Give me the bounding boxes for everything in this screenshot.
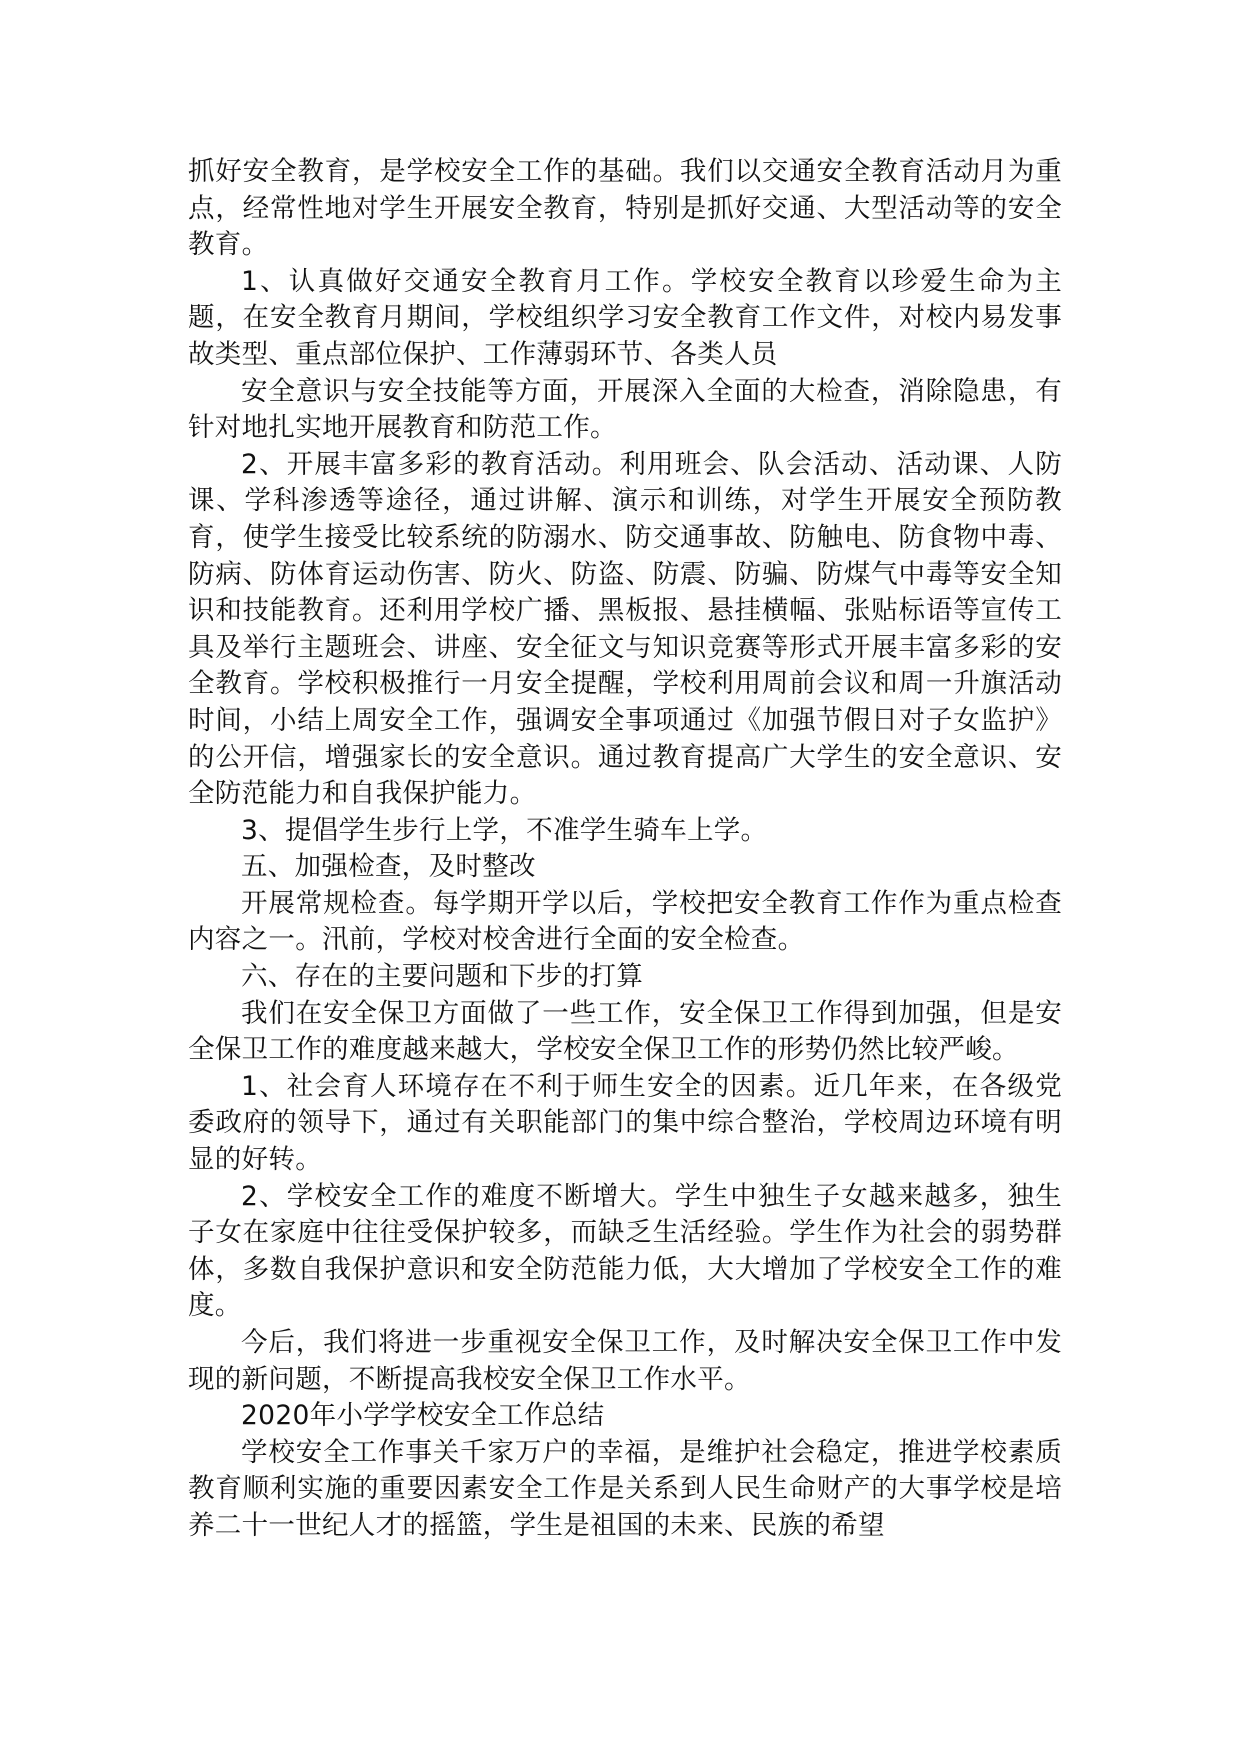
section-heading-inspection: 五、加强检查，及时整改 <box>241 851 536 883</box>
paragraph-intro: 抓好安全教育，是学校安全工作的基础。我们以交通安全教育活动月为重点，经常性地对学生开展安全教育，特别是抓好交通、大型活动等的安全教育。 <box>188 156 1062 261</box>
paragraph-routine-inspection: 开展常规检查。每学期开学以后，学校把安全教育工作作为重点检查内容之一。汛前，学校对校舍进行全面的安全检查。 <box>188 887 1062 956</box>
paragraph-security-work: 我们在安全保卫方面做了一些工作，安全保卫工作得到加强，但是安全保卫工作的难度越来越大，学校安全保卫工作的形势仍然比较严峻。 <box>188 997 1062 1066</box>
paragraph-summary-intro: 学校安全工作事关千家万户的幸福，是维护社会稳定，推进学校素质教育顺利实施的重要因素安全工作是关系到人民生命财产的大事学校是培养二十一世纪人才的摇篮，学生是祖国的未来、民族的希望 <box>188 1436 1062 1541</box>
paragraph-education-activities: 2、开展丰富多彩的教育活动。利用班会、队会活动、活动课、人防课、学科渗透等途径，通过讲解、演示和训练，对学生开展安全预防教育，使学生接受比较系统的防溺水、防交通事故、防触电、防食物中毒、防病、防体育运动伤害、防火、防盗、防震、防骗、防煤气中毒等安全知识和技能教育。还利用学校广播、黑板报、悬挂横幅、张贴标语等宣传工具及举行主题班会、讲座、安全征文与知识竞赛等形式开展丰富多彩的安全教育。学校积极推行一月安全提醒，学校利用周前会议和周一升旗活动时间，小结上周安全工作，强调安全事项通过《加强节假日对子女监护》的公开信，增强家长的安全意识。通过教育提高广大学生的安全意识、安全防范能力和自我保护能力。 <box>188 448 1062 810</box>
section-heading-problems: 六、存在的主要问题和下步的打算 <box>241 961 643 993</box>
paragraph-safety-awareness: 安全意识与安全技能等方面，开展深入全面的大检查，消除隐患，有针对地扎实地开展教育和防范工作。 <box>188 375 1062 444</box>
section-heading-summary: 2020年小学学校安全工作总结 <box>241 1400 605 1432</box>
paragraph-future-plans: 今后，我们将进一步重视安全保卫工作，及时解决安全保卫工作中发现的新问题，不断提高我校安全保卫工作水平。 <box>188 1327 1062 1395</box>
paragraph-traffic-month: 1、认真做好交通安全教育月工作。学校安全教育以珍爱生命为主题，在安全教育月期间，学校组织学习安全教育工作文件，对校内易发事故类型、重点部位保护、工作薄弱环节、各类人员 <box>188 265 1062 370</box>
paragraph-social-environment: 1、社会育人环境存在不利于师生安全的因素。近几年来，在各级党委政府的领导下，通过有关职能部门的集中综合整治，学校周边环境有明显的好转。 <box>188 1070 1062 1176</box>
paragraph-walking-to-school: 3、提倡学生步行上学，不准学生骑车上学。 <box>241 814 768 846</box>
paragraph-difficulty: 2、学校安全工作的难度不断增大。学生中独生子女越来越多，独生子女在家庭中往往受保护较多，而缺乏生活经验。学生作为社会的弱势群体，多数自我保护意识和安全防范能力低，大大增加了学校安全工作的难度。 <box>188 1180 1062 1322</box>
document-body <box>188 154 1062 1545</box>
